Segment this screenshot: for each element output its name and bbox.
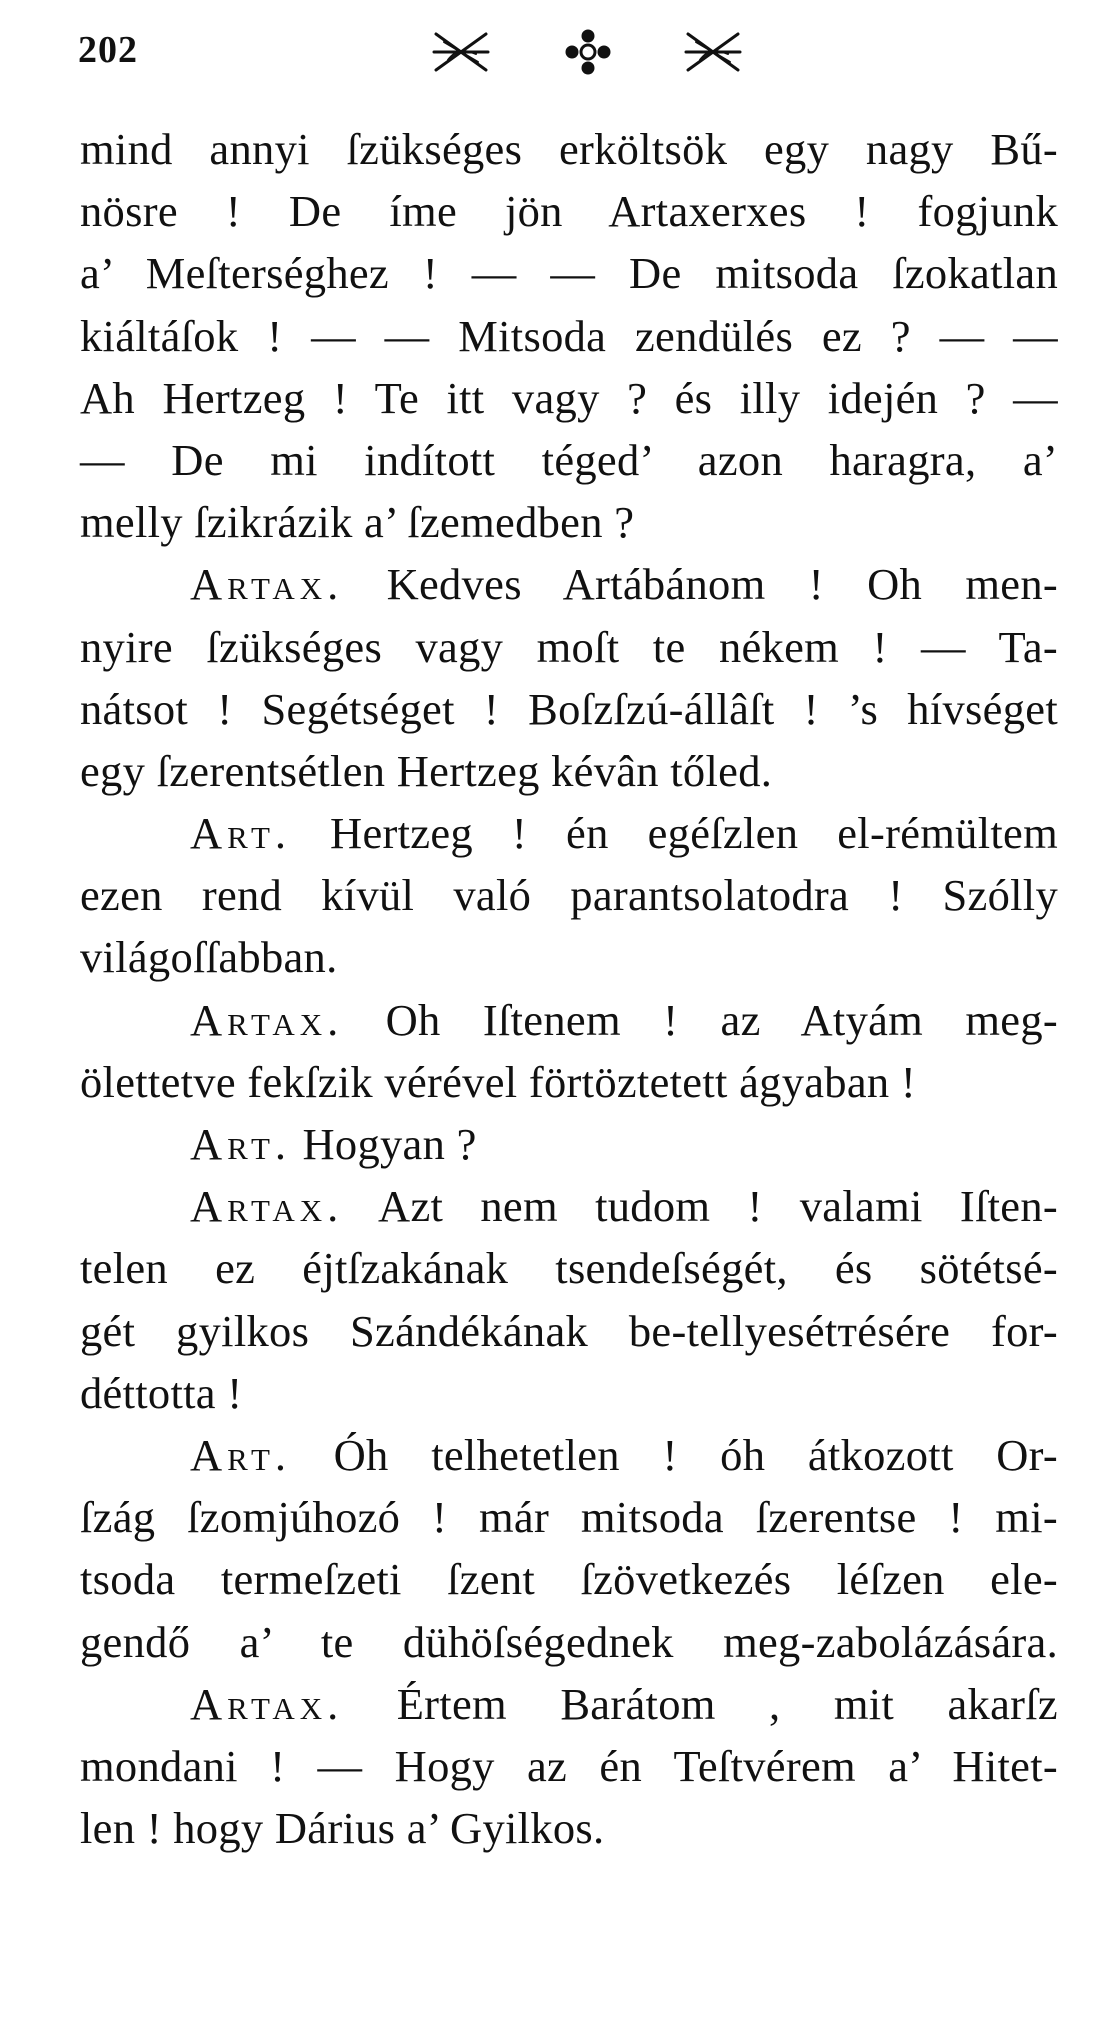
text-line: melly ſzikrázik a’ ſzemedben ? [80,497,635,548]
text-line: telen ez éjtſzakának tsendeſségét, és sötétsé- [80,1243,1058,1294]
text-line: világoſſabban. [80,932,338,983]
text-line: ſzág ſzomjúhozó ! már mitsoda ſzerentse ! mi- [80,1492,1058,1543]
text-line: — De mi indított téged’ azon haragra, a’ [80,434,1058,485]
dialogue-text: Óh telhetetlen ! óh átkozott Or- [333,1429,1058,1480]
dialogue-text: Kedves Artábánom ! Oh men- [386,559,1058,610]
speaker-name: Artax. [190,559,344,610]
text-line [80,1175,1058,1237]
text-line: mondani ! — Hogy az én Teſtvérem a’ Hitet- [80,1740,1058,1791]
text-line [80,1673,1058,1735]
dialogue-paragraph [80,1424,1058,1673]
decorative-flourish-icon [426,22,756,82]
dialogue-text: Azt nem tudom ! valami Iſten- [378,1181,1058,1232]
page-number: 202 [78,29,138,71]
speaker-name: Art. [190,1429,292,1480]
text-line: gendő a’ te dühöſségednek meg-zabolázására. [80,1616,1058,1667]
text-line: egy ſzerentsétlen Hertzeg kévân tőled. [80,745,773,796]
dialogue-paragraph [80,1175,1058,1424]
speaker-name: Artax. [190,1678,344,1729]
text-line [80,1424,1058,1486]
speaker-name: Artax. [190,994,344,1045]
text-line [80,989,1058,1051]
text-line: nátsot ! Segétséget ! Boſzſzú-állâſt ! ’s hívséget [80,683,1058,734]
page-body-text [80,118,1058,1859]
speaker-name: Artax. [190,1181,344,1232]
dialogue-paragraph [80,802,1058,989]
dialogue-paragraph [80,1673,1058,1860]
text-line: kiáltáſok ! — — Mitsoda zendülés ez ? — — [80,310,1058,361]
text-line: tsoda termeſzeti ſzent ſzövetkezés léſzen ele- [80,1554,1058,1605]
dialogue-paragraph [80,553,1058,802]
text-line [80,1113,1058,1175]
page-header [78,22,1058,82]
text-line: len ! hogy Dárius a’ Gyilkos. [80,1803,605,1854]
text-line: ölettetve fekſzik vérével förtöztetett ágyaban ! [80,1056,916,1107]
speaker-name: Art. [190,1119,292,1169]
speaker-name: Art. [190,808,292,859]
dialogue-text: Oh Iſtenem ! az Atyám meg- [385,994,1058,1045]
dialogue-text: Értem Barátom , mit akarſz [396,1678,1058,1729]
text-line [80,553,1058,615]
text-line: nyire ſzükséges vagy moſt te nékem ! — Ta- [80,621,1058,672]
text-line: a’ Meſterséghez ! — — De mitsoda ſzokatlan [80,248,1058,299]
dialogue-paragraph [80,1113,1058,1175]
text-line: déttotta ! [80,1367,243,1418]
dialogue-text: Hogyan ? [302,1119,477,1169]
text-line [80,802,1058,864]
text-line: Ah Hertzeg ! Te itt vagy ? és illy idején ? — [80,372,1058,423]
text-line: mind annyi ſzükséges erköltsök egy nagy Bű- [80,124,1058,174]
paragraph [80,118,1058,553]
dialogue-text: Hertzeg ! én egéſzlen el-rémültem [330,808,1058,859]
dialogue-paragraph [80,989,1058,1113]
text-line: ezen rend kívül való parantsolatodra ! Szólly [80,870,1058,921]
text-line: nösre ! De íme jön Artaxerxes ! fogjunk [80,186,1058,237]
text-line: gét gyilkos Szándékának be-tellyesétтésére for- [80,1305,1058,1356]
